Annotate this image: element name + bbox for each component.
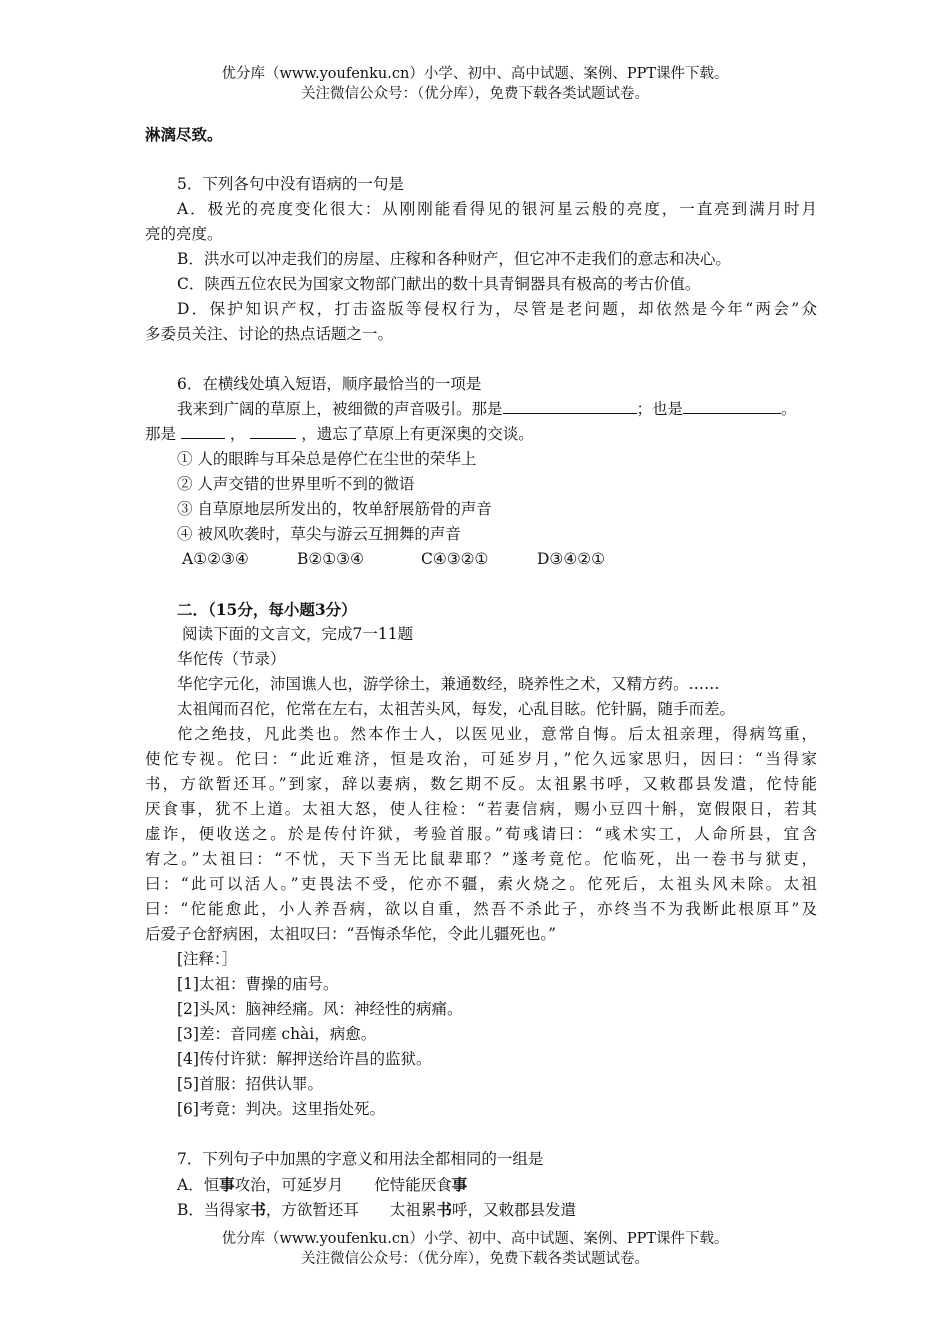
note-item: [1]太祖：曹操的庙号。 bbox=[177, 975, 339, 993]
note-item: [4]传付许狱：解押送给许昌的监狱。 bbox=[177, 1050, 432, 1068]
q7-a-text: A．恒 bbox=[177, 1176, 220, 1194]
note-item: [2]头风：脑神经痛。风：神经性的病痛。 bbox=[177, 1000, 463, 1018]
q5-option-a-line2: 亮的亮度。 bbox=[145, 225, 223, 243]
question-6 bbox=[145, 372, 817, 572]
q7-b-bold-char: 书 bbox=[436, 1200, 452, 1219]
q6-passage-line1 bbox=[145, 397, 817, 422]
q6-passage-text-3: 。 bbox=[781, 400, 797, 418]
q7-stem: 7．下列句子中加黑的字意义和用法全都相同的一组是 bbox=[177, 1150, 544, 1168]
q7-a-text: 攻治，可延岁月 佗恃能厌食 bbox=[234, 1176, 452, 1194]
passage-line: 佗之绝技，凡此类也。然本作士人，以医见业，意常自悔。后太祖亲理，得病笃重， bbox=[177, 725, 817, 743]
q6-passage-text-5: ， bbox=[229, 425, 246, 443]
q6-item: ③ 自草原地层所发出的，牧单舒展筋骨的声音 bbox=[177, 500, 492, 518]
passage-paragraph-2: 太祖闻而召佗，佗常在左右，太祖苦头风，每发，心乱目眩。佗针膈，随手而差。 bbox=[177, 700, 736, 718]
q6-item: ② 人声交错的世界里听不到的微语 bbox=[177, 475, 415, 493]
q6-passage-text-6: ，遗忘了草原上有更深奥的交谈。 bbox=[301, 425, 534, 443]
q6-options bbox=[145, 547, 817, 572]
footer-line-1: 优分库（www.youfenku.cn）小学、初中、高中试题、案例、PPT课件下载。 bbox=[221, 1231, 729, 1247]
q7-option-b bbox=[145, 1197, 817, 1222]
passage-line: 虚诈，便收送之。於是传付许狱，考验首服。”荀彧请曰：“彧术实工，人命所县，宜含 bbox=[145, 825, 817, 843]
q6-item: ① 人的眼眸与耳朵总是停伫在尘世的荣华上 bbox=[177, 450, 477, 468]
fill-blank-4 bbox=[250, 422, 296, 439]
passage-line: 书，方欲暂还耳。”到家，辞以妻病，数乞期不反。太祖累书呼，又敕郡县发遣，佗恃能 bbox=[145, 775, 817, 793]
section-2-title: 二．（15分，每小题3分） bbox=[177, 600, 357, 619]
note-item: [3]差：音同瘥 chài，病愈。 bbox=[177, 1025, 377, 1043]
passage-line: 后爱子仓舒病困，太祖叹曰：“吾悔杀华佗，令此儿疆死也。” bbox=[145, 925, 557, 943]
document-body bbox=[145, 122, 817, 1222]
q7-a-bold-char: 事 bbox=[219, 1175, 235, 1194]
q6-option-b: B②①③④ bbox=[297, 550, 364, 568]
q5-option-c: C．陕西五位农民为国家文物部门献出的数十具青铜器具有极高的考古价值。 bbox=[177, 275, 701, 293]
passage-paragraph-3 bbox=[145, 722, 817, 947]
q6-stem: 6．在横线处填入短语，顺序最恰当的一项是 bbox=[177, 375, 482, 393]
q5-option-d-line1: D．保护知识产权，打击盗版等侵权行为，尽管是老问题，却依然是今年“两会”众 bbox=[177, 300, 817, 318]
top-fragment: 淋漓尽致。 bbox=[145, 125, 223, 144]
question-7 bbox=[145, 1147, 817, 1222]
passage-paragraph-1: 华佗字元化，沛国谯人也，游学徐土，兼通数经，晓养性之术，又精方药。…… bbox=[177, 675, 720, 693]
note-item: [5]首服：招供认罪。 bbox=[177, 1075, 323, 1093]
footer-line-2: 关注微信公众号：（优分库），免费下载各类试题试卷。 bbox=[301, 1251, 649, 1267]
passage-line: 使佗专视。佗曰：“此近难济，恒是攻治，可延岁月，”佗久远家思归，因曰：“当得家 bbox=[145, 750, 817, 768]
q6-passage-text-1: 我来到广阔的草原上，被细微的声音吸引。那是 bbox=[177, 400, 503, 418]
q5-option-b: B．洪水可以冲走我们的房屋、庄稼和各种财产，但它冲不走我们的意志和决心。 bbox=[177, 250, 731, 268]
q6-option-a: A①②③④ bbox=[182, 550, 249, 568]
header-line-1: 优分库（www.youfenku.cn）小学、初中、高中试题、案例、PPT课件下载。 bbox=[221, 66, 729, 82]
q7-option-a bbox=[145, 1172, 817, 1197]
header-line-2: 关注微信公众号：（优分库），免费下载各类试题试卷。 bbox=[301, 86, 649, 102]
fill-blank-1 bbox=[503, 397, 637, 414]
passage-title: 华佗传（节录） bbox=[177, 650, 286, 668]
q7-b-bold-char: 书 bbox=[250, 1200, 266, 1219]
section-2-instruction: 阅读下面的文言文，完成7一11题 bbox=[182, 625, 414, 643]
q6-passage-line2 bbox=[145, 422, 817, 447]
section-2 bbox=[145, 597, 817, 1122]
q6-passage-text-2: ；也是 bbox=[636, 400, 684, 418]
notes-title: [注释：］ bbox=[177, 950, 238, 968]
passage-line: 曰：“佗能愈此，小人养吾病，欲以自重，然吾不杀此子，亦终当不为我断此根原耳”及 bbox=[145, 900, 817, 918]
q7-b-text: B．当得家 bbox=[177, 1201, 251, 1219]
q6-passage-text-4: 那是 bbox=[145, 425, 177, 443]
q7-a-bold-char: 事 bbox=[451, 1175, 468, 1194]
page-footer bbox=[0, 1229, 950, 1269]
q6-option-c: C④③②① bbox=[421, 550, 489, 568]
passage-line: 曰：“此可以活人。”吏畏法不受，佗亦不疆，索火烧之。佗死后，太祖头风未除。太祖 bbox=[145, 875, 817, 893]
q5-stem: 5．下列各句中没有语病的一句是 bbox=[177, 175, 404, 193]
fill-blank-2 bbox=[683, 397, 781, 414]
note-item: [6]考竟：判决。这里指处死。 bbox=[177, 1100, 385, 1118]
q7-b-text: ，方欲暂还耳 太祖累 bbox=[265, 1201, 437, 1219]
page-header bbox=[0, 64, 950, 104]
q6-option-d: D③④②① bbox=[537, 550, 606, 568]
q7-b-text: 呼，又敕郡县发遣 bbox=[451, 1201, 576, 1219]
q5-option-d-line2: 多委员关注、讨论的热点话题之一。 bbox=[145, 325, 394, 343]
fill-blank-3 bbox=[181, 422, 225, 439]
passage-line: 厌食事，犹不上道。太祖大怒，使人往检：“若妻信病，赐小豆四十斛，宽假限日，若其 bbox=[145, 800, 817, 818]
q6-item: ④ 被风吹袭时，草尖与游云互拥舞的声音 bbox=[177, 525, 461, 543]
question-5 bbox=[145, 172, 817, 347]
passage-line: 宥之。”太祖曰：“不忧，天下当无比鼠辈耶？”遂考竟佗。佗临死，出一卷书与狱吏， bbox=[145, 850, 817, 868]
q5-option-a-line1: A．极光的亮度变化很大：从刚刚能看得见的银河星云般的亮度，一直亮到满月时月 bbox=[177, 200, 817, 218]
